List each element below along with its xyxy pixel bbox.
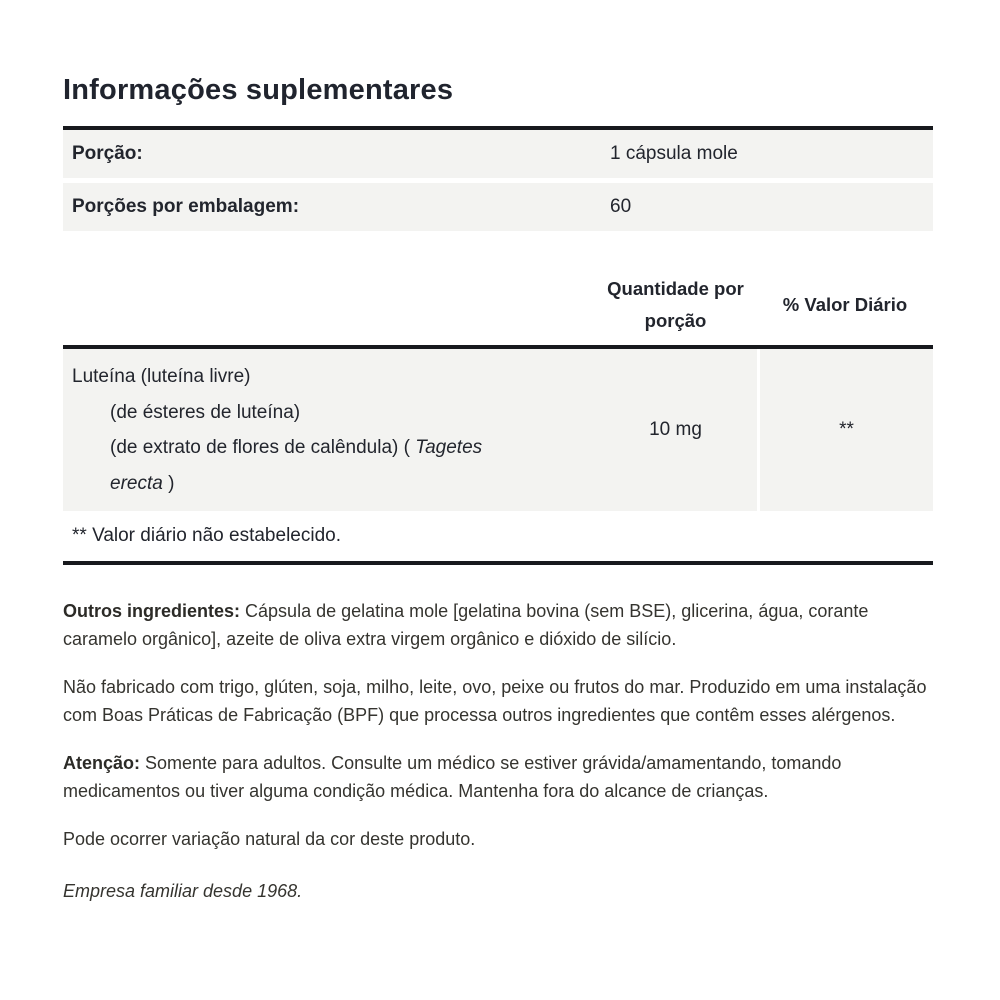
- ingredient-row-luteina: [63, 349, 933, 511]
- label-content: [63, 0, 933, 925]
- servings-per-container-label: Porções por embalagem:: [72, 196, 300, 217]
- info-paragraphs: [63, 597, 933, 905]
- ingredient-daily-value: **: [757, 349, 933, 511]
- other-ingredients-body: Cápsula de gelatina mole [gelatina bovina (sem BSE), glicerina, água, corante caramelo orgânico], azeite de oliva extra virgem orgânico e dióxido de silício.: [63, 601, 869, 649]
- daily-value-footnote: ** Valor diário não estabelecido.: [63, 511, 933, 561]
- company-tagline: Empresa familiar desde 1968.: [63, 881, 303, 901]
- color-variation-note: Pode ocorrer variação natural da cor deste produto.: [63, 829, 476, 849]
- ingredient-name: [63, 349, 594, 511]
- ingredient-latin-name: Tagetes: [415, 437, 483, 458]
- other-ingredients-lead: Outros ingredientes:: [63, 601, 241, 621]
- ingredient-latin-name: erecta: [110, 472, 163, 494]
- daily-value-header: % Valor Diário: [782, 294, 908, 315]
- column-headers: [63, 273, 933, 337]
- serving-size-label: Porção:: [72, 143, 143, 164]
- warning-body: Somente para adultos. Consulte um médico se estiver grávida/amamentando, tomando medicamentos ou tiver alguma condição médica. Mantenha fora do alcance de crianças.: [63, 753, 842, 801]
- serving-size-value: 1 cápsula mole: [610, 143, 738, 164]
- servings-per-container-value: 60: [610, 196, 632, 217]
- ingredient-source-text: (de extrato de flores de calêndula) (: [110, 437, 416, 458]
- warning-lead: Atenção:: [63, 753, 141, 773]
- allergen-paragraph: Não fabricado com trigo, glúten, soja, milho, leite, ovo, peixe ou frutos do mar. Produzido em uma instalação com Boas Práticas de Fabricação (BPF) que processa outros ingredientes que contêm esses alérgenos.: [63, 677, 927, 725]
- serving-size-row: [63, 130, 933, 178]
- ingredient-name-line: Luteína (luteína livre): [72, 366, 251, 387]
- other-ingredients-paragraph: [63, 597, 933, 653]
- page-title: Informações suplementares: [63, 74, 454, 106]
- ingredient-name-line: [72, 430, 594, 466]
- ingredient-source-text: ): [162, 472, 175, 494]
- servings-per-container-row: [63, 183, 933, 231]
- ingredient-amount: 10 mg: [649, 419, 702, 440]
- ingredient-name-line: (de ésteres de luteína): [110, 401, 301, 423]
- warning-paragraph: [63, 749, 933, 805]
- ingredient-name-line: [72, 466, 594, 502]
- bottom-divider: [63, 561, 933, 565]
- amount-per-serving-header: Quantidade por porção: [607, 278, 744, 331]
